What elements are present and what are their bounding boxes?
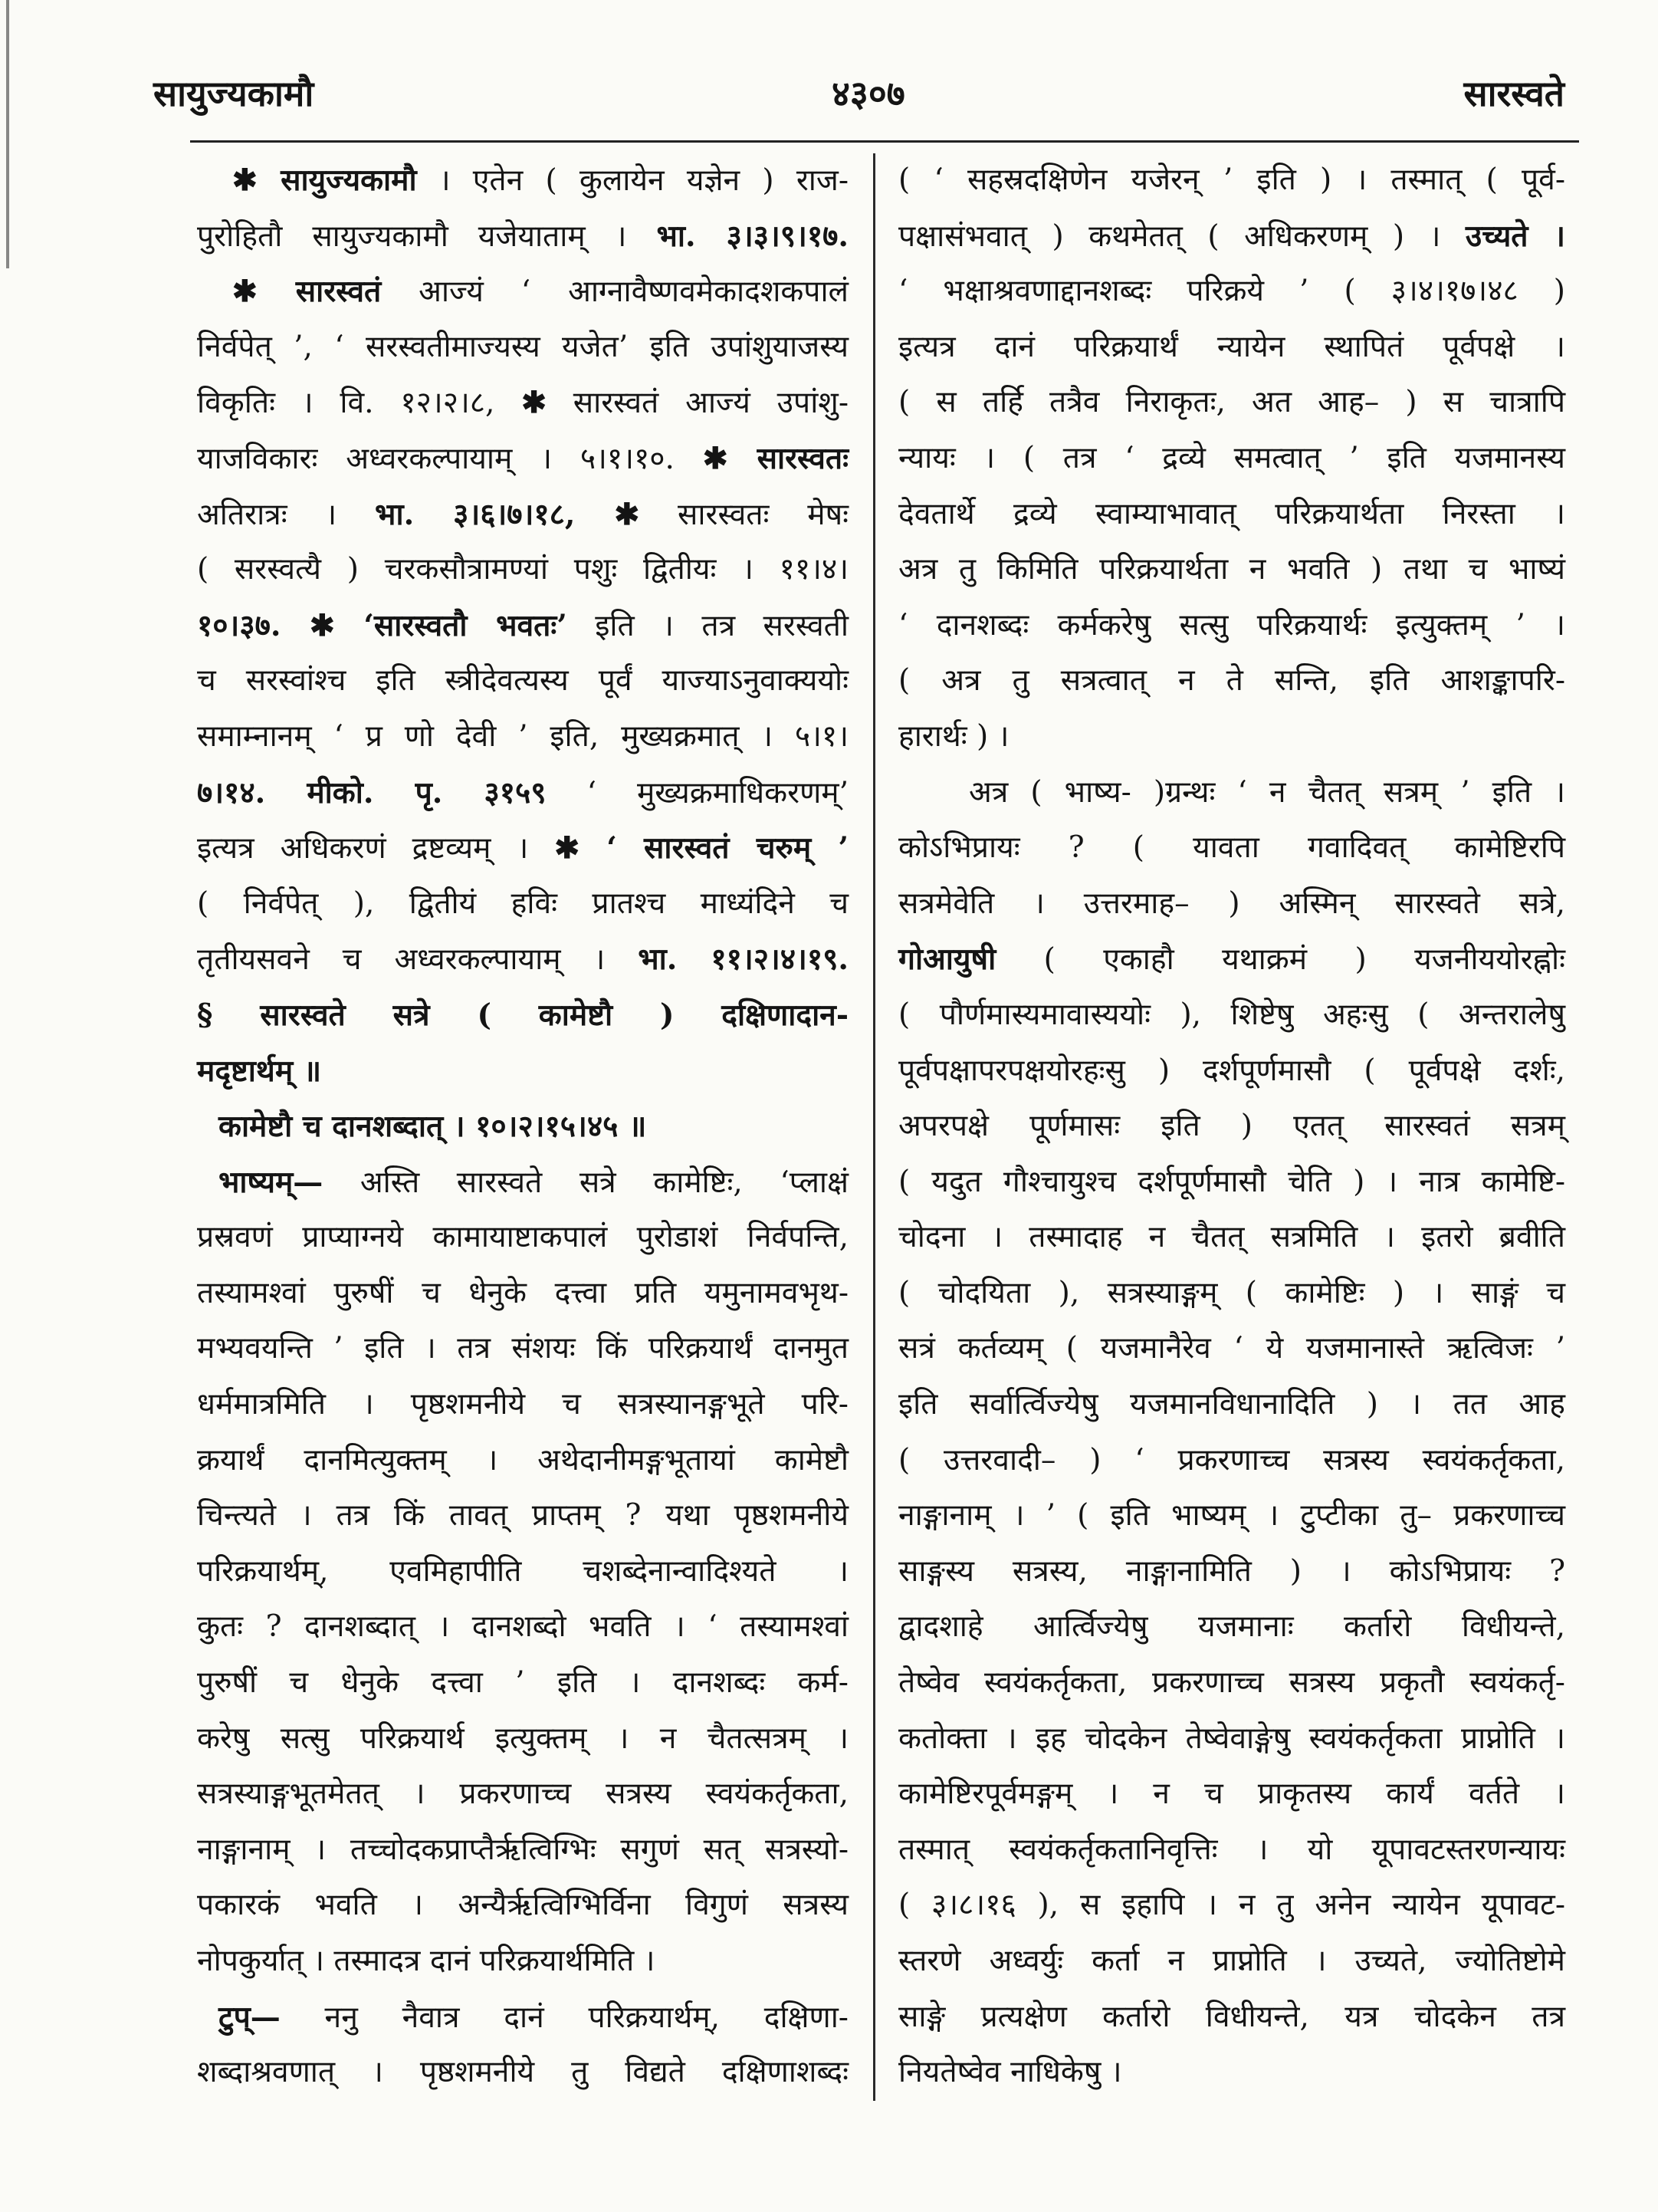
- text-line: [197, 487, 849, 543]
- text-line: [898, 932, 1565, 988]
- headword: ✱ सायुज्यकामौ: [232, 163, 417, 198]
- sutra: कामेष्टौ च दानशब्दात् । १०।२।१५।४५ ॥: [218, 1109, 647, 1145]
- text-line: [218, 1155, 849, 1211]
- section-heading: मदृष्टार्थम् ॥: [197, 1053, 322, 1089]
- text-line: [197, 765, 849, 821]
- text-line: [898, 988, 1565, 1044]
- text-run: च सरस्वांश्च इति स्त्रीदेवत्यस्य पूर्वं याज्याऽनुवाक्ययोः: [197, 663, 849, 698]
- emphasis: गोआयुषी: [898, 942, 996, 978]
- text-run: नियतेष्वेव नाधिकेषु ।: [898, 2055, 1122, 2090]
- text-run: तस्यामश्वां पुरुषीं च धेनुके दत्त्वा प्रति यमुनामवभृथ-: [197, 1275, 849, 1310]
- text-line: [898, 1488, 1565, 1544]
- citation: भा. ३।३।९।१७.: [656, 218, 849, 254]
- left-column: [197, 153, 849, 2101]
- text-run: तृतीयसवने च अध्वरकल्पायाम् ।: [197, 942, 639, 978]
- text-line: [969, 765, 1565, 821]
- text-run: तस्मात् स्वयंकर्तृकतानिवृत्तिः । यो यूपावटस्तरणन्यायः: [898, 1832, 1565, 1867]
- text-run: कामेष्टिरपूर्वमङ्गम् । न च प्राकृतस्य कार्यं वर्तते ।: [898, 1777, 1565, 1812]
- text-line: [898, 1544, 1565, 1600]
- text-line: [197, 653, 849, 709]
- text-line: [232, 264, 849, 320]
- commentary-label: टुप्—: [218, 1999, 281, 2035]
- text-line: [898, 1767, 1565, 1823]
- text-run: कोऽभिप्रायः ? ( यावता गवादिवत् कामेष्टिरपि: [898, 830, 1565, 866]
- text-line: [898, 320, 1565, 376]
- text-run: अतिरात्रः ।: [197, 497, 376, 532]
- text-run: इति । तत्र सरस्वती: [566, 608, 849, 643]
- text-run: पूर्वपक्षापरपक्षयोरहःसु ) दर्शपूर्णमासौ ( पूर्वपक्षे दर्शः,: [898, 1053, 1565, 1088]
- text-line: [197, 1711, 849, 1767]
- commentary-label: भाष्यम्—: [218, 1164, 323, 1200]
- text-line: [197, 820, 849, 876]
- text-line: [898, 1099, 1565, 1155]
- text-run: चोदना । तस्मादाह न चैतत् सत्रमिति । इतरो ब्रवीति: [898, 1220, 1565, 1255]
- text-run: ( उत्तरवादी– ) ‘ प्रकरणाच्च सत्रस्य स्वयंकर्तृकता,: [898, 1442, 1565, 1477]
- text-line: [898, 209, 1565, 265]
- text-line: [218, 1099, 849, 1155]
- text-line: [197, 1210, 849, 1266]
- page-number: ४३०७: [832, 73, 905, 114]
- text-line: [898, 876, 1565, 932]
- text-line: [197, 1321, 849, 1377]
- text-run: सारस्वतः मेषः: [639, 497, 849, 532]
- text-line: [898, 1155, 1565, 1211]
- text-run: अपरपक्षे पूर्णमासः इति ) एतत् सारस्वतं सत्रम्: [898, 1109, 1565, 1144]
- text-line: [898, 264, 1565, 320]
- entry-marker: ✱: [521, 385, 547, 421]
- text-run: कुतः ? दानशब्दात् । दानशब्दो भवति । ‘ तस्यामश्वां: [197, 1609, 849, 1645]
- text-run: हारार्थः ) ।: [898, 718, 1010, 754]
- text-line: [898, 487, 1565, 543]
- text-run: न्यायः । ( तत्र ‘ द्रव्ये समत्वात् ’ इति यजमानस्य: [898, 440, 1565, 475]
- text-line: [898, 1377, 1565, 1433]
- text-run: स्तरणे अध्वर्युः कर्ता न प्राप्नोति । उच्यते, ज्योतिष्टोमे: [898, 1944, 1565, 1978]
- text-run: साङ्गे प्रत्यक्षेण कर्तारो विधीयन्ते, यत्र चोदकेन तत्र: [898, 1999, 1565, 2034]
- text-run: मभ्यवयन्ति ’ इति । तत्र संशयः किं परिक्रयार्थं दानमुत: [197, 1331, 849, 1366]
- text-line: [898, 431, 1565, 487]
- text-line: [898, 709, 1565, 765]
- citation: भा. ११।२।४।१९.: [638, 942, 849, 978]
- header-rule: [190, 140, 1579, 143]
- text-run: ( ३।८।१६ ), स इहापि । न तु अनेन न्यायेन यूपावट-: [898, 1888, 1565, 1923]
- text-run: आज्यं ‘ आग्नावैष्णवमेकादशकपालं: [381, 274, 849, 310]
- text-run: । एतेन ( कुलायेन यज्ञेन ) राज-: [416, 163, 849, 198]
- text-line: [218, 1990, 849, 2046]
- text-run: तेष्वेव स्वयंकर्तृकता, प्रकरणाच्च सत्रस्य प्रकृतौ स्वयंकर्तृ-: [898, 1665, 1565, 1701]
- text-line: [197, 1544, 849, 1600]
- text-run: अत्र ( भाष्य- )ग्रन्थः ‘ न चैतत् सत्रम् ’ इति ।: [969, 774, 1565, 810]
- text-line: [197, 1488, 849, 1544]
- text-line: [197, 1599, 849, 1655]
- citation: ७।१४. मीको. पृ. ३१५९: [197, 774, 547, 810]
- text-line: [197, 1823, 849, 1878]
- text-run: चिन्त्यते । तत्र किं तावत् प्राप्तम् ? यथा पृष्ठशमनीये: [197, 1498, 849, 1533]
- text-line: [898, 1990, 1565, 2046]
- headword: १०।३७. ✱ ‘सारस्वतौ भवतः’: [197, 607, 567, 643]
- text-line: [898, 2045, 1565, 2101]
- text-run: नाङ्गानाम् । तच्चोदकप्राप्तैर्ऋत्विग्भिः सगुणं सत् सत्रस्यो-: [197, 1832, 849, 1867]
- text-line: [197, 431, 849, 487]
- text-run: पुरुषीं च धेनुके दत्त्वा ’ इति । दानशब्दः कर्म-: [197, 1665, 849, 1701]
- headword: ✱ सारस्वतं: [232, 274, 382, 310]
- text-run: ( ‘ सहस्रदक्षिणेन यजेरन् ’ इति ) । तस्मात् ( पूर्व-: [898, 163, 1565, 197]
- text-run: देवतार्थे द्रव्ये स्वाम्याभावात् परिक्रयार्थता निरस्ता ।: [898, 496, 1565, 531]
- text-run: सत्रं कर्तव्यम् ( यजमानैरेव ‘ ये यजमानास्ते ऋत्विजः ’: [898, 1331, 1565, 1366]
- text-line: [898, 1823, 1565, 1878]
- text-run: सत्रमेवेति । उत्तरमाह– ) अस्मिन् सारस्वते सत्रे,: [898, 886, 1565, 921]
- text-line: [197, 1934, 849, 1990]
- text-line: [898, 153, 1565, 209]
- headword: ✱ सारस्वतः: [702, 440, 849, 476]
- text-run: सारस्वतं आज्यं उपांशु-: [546, 386, 849, 421]
- text-line: [197, 1767, 849, 1823]
- text-run: ‘ मुख्यक्रमाधिकरणम्’: [546, 775, 849, 810]
- text-run: ( निर्वपेत् ), द्वितीयं हविः प्रातश्च माध्यंदिने च: [197, 886, 849, 921]
- text-line: [197, 1266, 849, 1322]
- column-divider: [873, 153, 875, 2101]
- text-line: [197, 320, 849, 376]
- text-run: क्रयार्थं दानमित्युक्तम् । अथेदानीमङ्गभूतायां कामेष्टौ: [197, 1442, 849, 1477]
- text-run: नाङ्गानाम् । ’ ( इति भाष्यम् । टुप्टीका तु– प्रकरणाच्च: [898, 1498, 1565, 1533]
- running-head-right: सारस्वते: [1463, 73, 1564, 114]
- text-run: पकारकं भवति । अन्यैर्ऋत्विग्भिर्विना विगुणं सत्रस्य: [197, 1888, 849, 1923]
- text-line: [898, 1599, 1565, 1655]
- text-run: इत्यत्र दानं परिक्रयार्थं न्यायेन स्थापितं पूर्वपक्षे ।: [898, 329, 1565, 364]
- text-run: विकृतिः । वि. १२।२।८,: [197, 386, 522, 421]
- citation: भा. ३।६।७।१८, ✱: [375, 496, 640, 532]
- text-line: [898, 653, 1565, 709]
- text-run: पक्षासंभवात् ) कथमेतत् ( अधिकरणम् ) ।: [898, 219, 1466, 254]
- text-run: ‘ भक्षाश्रवणाद्दानशब्दः परिक्रये ’ ( ३।४।१७।४८ ): [898, 274, 1565, 309]
- text-line: [197, 209, 849, 265]
- text-line: [197, 598, 849, 654]
- text-run: अस्ति सारस्वते सत्रे कामेष्टिः, ‘प्लाक्षं: [323, 1165, 849, 1200]
- right-column: [898, 153, 1565, 2101]
- text-run: ( स तर्हि तत्रैव निराकृतः, अत आह– ) स चात्रापि: [898, 385, 1565, 420]
- text-line: [898, 375, 1565, 431]
- text-line: [197, 375, 849, 431]
- text-line: [898, 1878, 1565, 1934]
- text-run: द्वादशाहे आर्त्विज्येषु यजमानाः कर्तारो विधीयन्ते,: [898, 1609, 1565, 1645]
- text-run: ( अत्र तु सत्रत्वात् न ते सन्ति, इति आशङ्कापरि-: [898, 663, 1565, 698]
- text-run: साङ्गस्य सत्रस्य, नाङ्गानामिति ) । कोऽभिप्रायः ?: [898, 1553, 1565, 1589]
- text-line: [898, 1433, 1565, 1489]
- text-line: [197, 932, 849, 988]
- text-run: ( चोदयिता ), सत्रस्याङ्गम् ( कामेष्टिः ) । साङ्गं च: [898, 1275, 1565, 1310]
- text-run: इत्यत्र अधिकरणं द्रष्टव्यम् ।: [197, 831, 555, 866]
- section-heading: § सारस्वते सत्रे ( कामेष्टौ ) दक्षिणादान-: [197, 997, 849, 1033]
- text-line: [898, 1266, 1565, 1322]
- text-run: याजविकारः अध्वरकल्पायाम् । ५।१।१०.: [197, 441, 703, 476]
- text-line: [898, 1210, 1565, 1266]
- text-run: प्रस्रवणं प्राप्याग्नये कामायाष्टाकपालं पुरोडाशं निर्वपन्ति,: [197, 1220, 849, 1255]
- text-run: अत्र तु किमिति परिक्रयार्थता न भवति ) तथा च भाष्यं: [898, 552, 1565, 587]
- running-head-left: सायुज्यकामौ: [153, 73, 314, 114]
- text-run: ( एकाहौ यथाक्रमं ) यजनीययोरह्नोः: [996, 942, 1565, 978]
- text-run: ( सरस्वत्यै ) चरकसौत्रामण्यां पशुः द्वितीयः । ११।४।: [197, 552, 849, 587]
- text-run: करेषु सत्सु परिक्रयार्थ इत्युक्तम् । न चैतत्सत्रम् ।: [197, 1721, 849, 1756]
- text-line: [898, 1044, 1565, 1099]
- text-run: नोपकुर्यात् । तस्मादत्र दानं परिक्रयार्थमिति ।: [197, 1944, 655, 1978]
- text-line: [197, 1655, 849, 1711]
- scan-edge-mark: [6, 0, 9, 268]
- text-run: सत्रस्याङ्गभूतमेतत् । प्रकरणाच्च सत्रस्य स्वयंकर्तृकता,: [197, 1777, 849, 1812]
- text-run: शब्दाश्रवणात् । पृष्ठशमनीये तु विद्यते दक्षिणाशब्दः: [197, 2055, 849, 2090]
- text-run: ‘ दानशब्दः कर्मकरेषु सत्सु परिक्रयार्थः इत्युक्तम् ’ ।: [898, 607, 1565, 643]
- text-line: [898, 1711, 1565, 1767]
- text-run: परिक्रयार्थम्, एवमिहापीति चशब्देनान्वादिश्यते ।: [197, 1553, 849, 1589]
- text-line: [898, 820, 1565, 876]
- text-line: [197, 1044, 849, 1099]
- text-line: [197, 988, 849, 1044]
- text-line: [898, 1655, 1565, 1711]
- text-line: [898, 1321, 1565, 1377]
- text-line: [197, 542, 849, 598]
- text-line: [197, 1433, 849, 1489]
- text-line: [197, 876, 849, 932]
- text-line: [232, 153, 849, 209]
- text-run: ( यदुत गौश्चायुश्च दर्शपूर्णमासौ चेति ) । नात्र कामेष्टि-: [898, 1164, 1565, 1199]
- emphasis: उच्यते ।: [1465, 218, 1565, 254]
- text-line: [197, 1377, 849, 1433]
- text-run: समाम्नानम् ‘ प्र णो देवी ’ इति, मुख्यक्रमात् । ५।१।: [197, 718, 849, 754]
- text-line: [197, 1878, 849, 1934]
- text-run: निर्वपेत् ’, ‘ सरस्वतीमाज्यस्य यजेत’ इति उपांशुयाजस्य: [197, 329, 849, 364]
- text-run: इति सर्वार्त्विज्येषु यजमानविधानादिति ) । तत आह: [898, 1387, 1565, 1422]
- text-run: ( पौर्णमास्यमावास्ययोः ), शिष्टेषु अहःसु ( अन्तरालेषु: [898, 997, 1565, 1032]
- text-line: [197, 2045, 849, 2101]
- text-run: पुरोहितौ सायुज्यकामौ यजेयाताम् ।: [197, 219, 657, 254]
- text-line: [898, 598, 1565, 654]
- headword: ✱ ‘ सारस्वतं चरुम् ’: [554, 830, 849, 866]
- text-run: ननु नैवात्र दानं परिक्रयार्थम्, दक्षिणा-: [280, 2000, 849, 2035]
- text-run: धर्ममात्रमिति । पृष्ठशमनीये च सत्रस्यानङ्गभूते परि-: [197, 1387, 849, 1422]
- text-line: [898, 542, 1565, 598]
- text-run: कतोक्ता । इह चोदकेन तेष्वेवाङ्गेषु स्वयंकर्तृकता प्राप्नोति ।: [898, 1721, 1565, 1756]
- text-line: [197, 709, 849, 765]
- text-line: [898, 1934, 1565, 1990]
